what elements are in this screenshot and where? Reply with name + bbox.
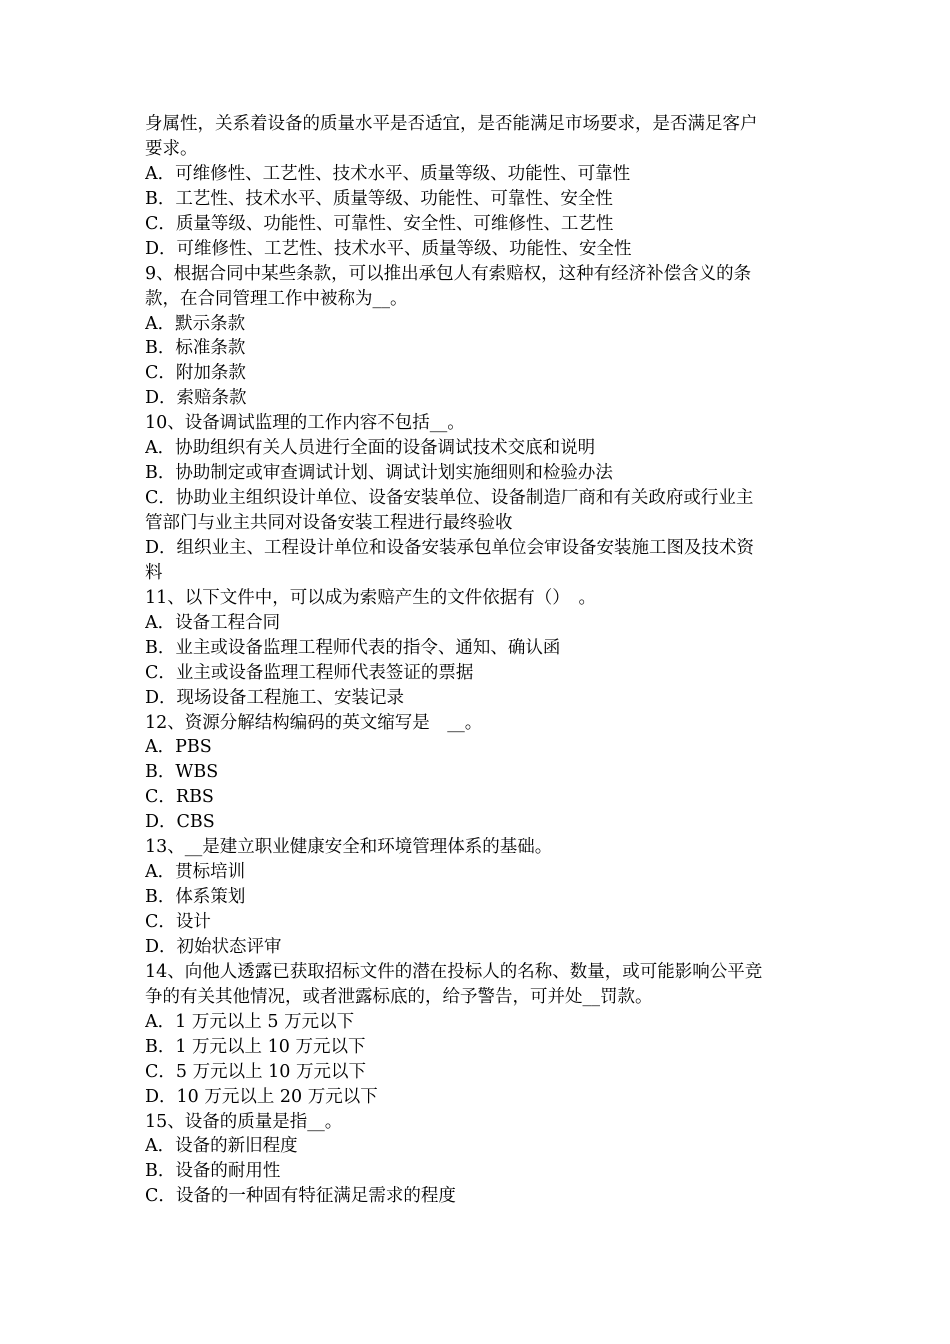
question-line: 9、根据合同中某些条款，可以推出承包人有索赔权，这种有经济补偿含义的条 [145,263,752,284]
option-line: C．设计 [145,912,211,932]
option-line: A．设备的新旧程度 [145,1136,298,1157]
option-line: B．设备的耐用性 [145,1161,281,1182]
document-page [145,112,825,1209]
option-line: D．CBS [145,812,215,833]
option-line: C．协助业主组织设计单位、设备安装单位、设备制造厂商和有关政府或行业主 [145,488,754,509]
option-line: C．RBS [145,787,214,808]
option-line: 管部门与业主共同对设备安装工程进行最终验收 [145,513,513,533]
option-line: 料 [145,562,163,583]
question-line: 款，在合同管理工作中被称为__。 [145,288,408,309]
option-line: D．10 万元以上 20 万元以下 [145,1086,378,1107]
question-line: 14、向他人透露已获取招标文件的潜在投标人的名称、数量，或可能影响公平竞 [145,961,763,982]
option-line: D．现场设备工程施工、安装记录 [145,687,405,708]
question-line: 15、设备的质量是指__。 [145,1111,343,1132]
option-line: B．体系策划 [145,887,246,908]
option-line: A．设备工程合同 [145,612,281,633]
question-line: 争的有关其他情况，或者泄露标底的，给予警告，可并处__罚款。 [145,986,653,1007]
option-line: B．WBS [145,762,219,783]
option-line: B．工艺性、技术水平、质量等级、功能性、可靠性、安全性 [145,188,613,209]
option-line: A．可维修性、工艺性、技术水平、质量等级、功能性、可靠性 [145,163,631,184]
option-line: A．默示条款 [145,313,246,334]
option-line: D．初始状态评审 [145,936,282,957]
option-line: C．附加条款 [145,363,246,384]
option-line: A．贯标培训 [145,862,246,883]
option-line: D．可维修性、工艺性、技术水平、质量等级、功能性、安全性 [145,238,632,259]
option-line: B．标准条款 [145,338,246,359]
question-line: 12、资源分解结构编码的英文缩写是 __。 [145,712,483,733]
option-line: C．设备的一种固有特征满足需求的程度 [145,1186,456,1207]
option-line: C．质量等级、功能性、可靠性、安全性、可维修性、工艺性 [145,213,614,234]
option-line: B．协助制定或审查调试计划、调试计划实施细则和检验办法 [145,463,613,484]
option-line: D．组织业主、工程设计单位和设备安装承包单位会审设备安装施工图及技术资 [145,537,755,558]
option-line: A．1 万元以上 5 万元以下 [145,1011,355,1032]
option-line: C．5 万元以上 10 万元以下 [145,1061,366,1082]
option-line: A．PBS [145,737,212,758]
text-line: 身属性，关系着设备的质量水平是否适宜，是否能满足市场要求，是否满足客户 [145,114,758,134]
question-line: 13、__是建立职业健康安全和环境管理体系的基础。 [145,837,553,858]
question-line: 11、以下文件中，可以成为索赔产生的文件依据有（） 。 [145,587,597,608]
option-line: D．索赔条款 [145,388,247,409]
option-line: B．业主或设备监理工程师代表的指令、通知、确认函 [145,637,561,658]
option-line: B．1 万元以上 10 万元以下 [145,1036,366,1057]
option-line: C．业主或设备监理工程师代表签证的票据 [145,662,474,683]
text-line: 要求。 [145,138,198,159]
question-line: 10、设备调试监理的工作内容不包括__。 [145,413,465,434]
option-line: A．协助组织有关人员进行全面的设备调试技术交底和说明 [145,438,596,459]
